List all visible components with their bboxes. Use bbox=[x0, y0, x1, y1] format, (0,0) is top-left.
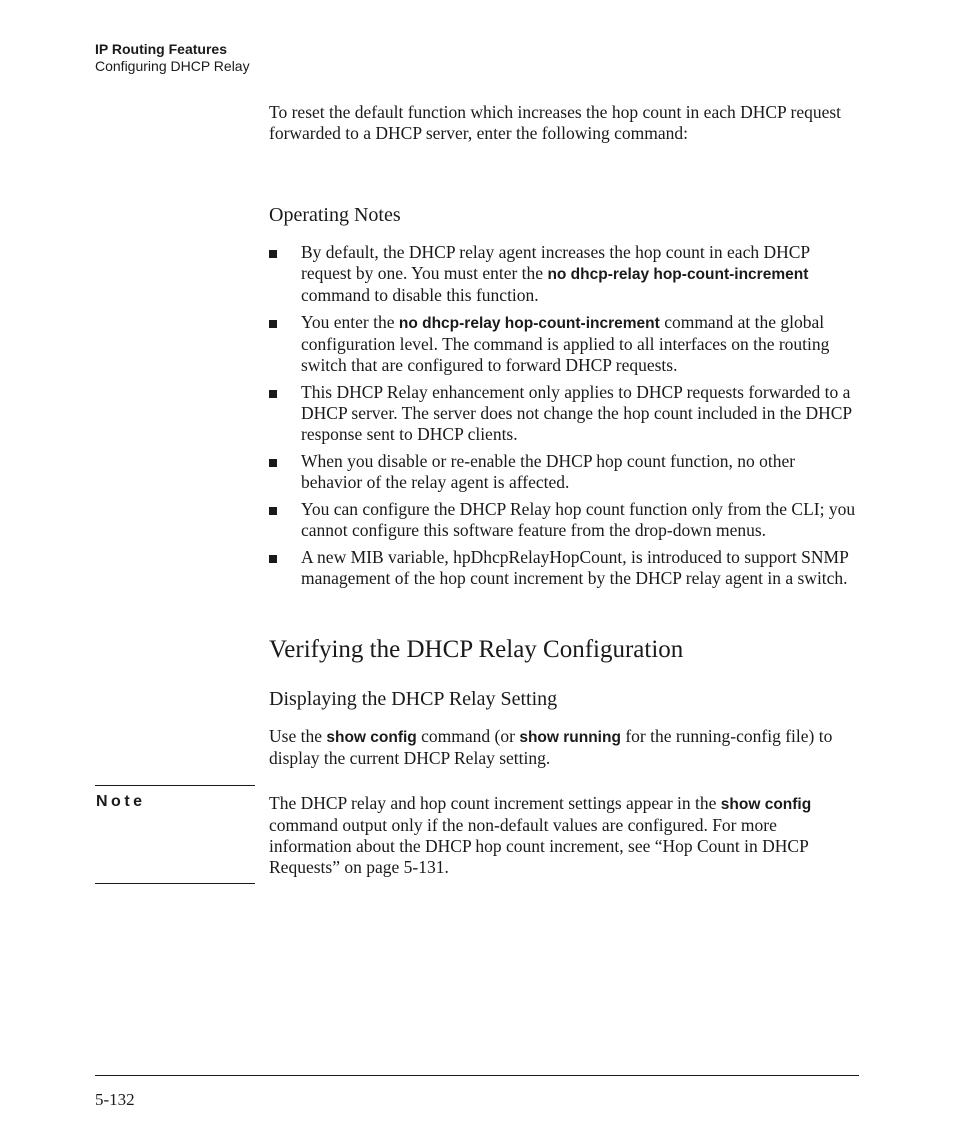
section-heading: Verifying the DHCP Relay Configuration bbox=[269, 636, 684, 663]
command-text: show config bbox=[720, 796, 812, 813]
intro-paragraph: To reset the default function which increases the hop count in each DHCP request forwarded to a DHCP server, enter the following command: bbox=[269, 102, 842, 143]
bullet-square-icon bbox=[269, 250, 277, 258]
command-text: show config bbox=[326, 729, 417, 746]
running-header-subsection: Configuring DHCP Relay bbox=[95, 58, 250, 74]
list-item: A new MIB variable, hpDhcpRelayHopCount, is introduced to support SNMP management of the hop count increment by the DHCP relay agent in a switch. bbox=[269, 547, 859, 589]
command-text: show running bbox=[519, 729, 621, 746]
command-text: no dhcp-relay hop-count-increment bbox=[547, 266, 809, 283]
running-header-section: IP Routing Features bbox=[95, 41, 227, 57]
note-paragraph: The DHCP relay and hop count increment settings appear in the show config command output only if the non-default values are configured. For more information about the DHCP hop count increment, see “Hop Count in DHCP Requests” on page 5-131. bbox=[269, 793, 812, 877]
note-bottom-rule bbox=[95, 883, 255, 884]
operating-notes-heading: Operating Notes bbox=[269, 204, 401, 226]
bullet-square-icon bbox=[269, 390, 277, 398]
verify-paragraph: Use the show config command (or show running for the running-config file) to display the current DHCP Relay setting. bbox=[269, 726, 833, 768]
note-label: Note bbox=[96, 793, 146, 810]
operating-notes-list bbox=[269, 242, 859, 595]
bullet-square-icon bbox=[269, 555, 277, 563]
list-item: This DHCP Relay enhancement only applies to DHCP requests forwarded to a DHCP server. The server does not change the hop count included in the DHCP response sent to DHCP clients. bbox=[269, 382, 859, 445]
bullet-square-icon bbox=[269, 459, 277, 467]
list-item: By default, the DHCP relay agent increases the hop count in each DHCP request by one. You must enter the no dhcp-relay hop-count-increment command to disable this function. bbox=[269, 242, 859, 306]
bullet-square-icon bbox=[269, 320, 277, 328]
command-text: no dhcp-relay hop-count-increment bbox=[398, 315, 660, 332]
note-top-rule bbox=[95, 785, 255, 786]
list-item: When you disable or re-enable the DHCP hop count function, no other behavior of the relay agent is affected. bbox=[269, 451, 859, 493]
footer-rule bbox=[95, 1075, 859, 1076]
list-item: You can configure the DHCP Relay hop count function only from the CLI; you cannot configure this software feature from the drop-down menus. bbox=[269, 499, 859, 541]
list-item: You enter the no dhcp-relay hop-count-increment command at the global configuration level. The command is applied to all interfaces on the routing switch that are configured to forward DHCP requests. bbox=[269, 312, 859, 376]
page-number: 5-132 bbox=[95, 1090, 135, 1109]
subsection-heading: Displaying the DHCP Relay Setting bbox=[269, 688, 558, 710]
bullet-square-icon bbox=[269, 507, 277, 515]
